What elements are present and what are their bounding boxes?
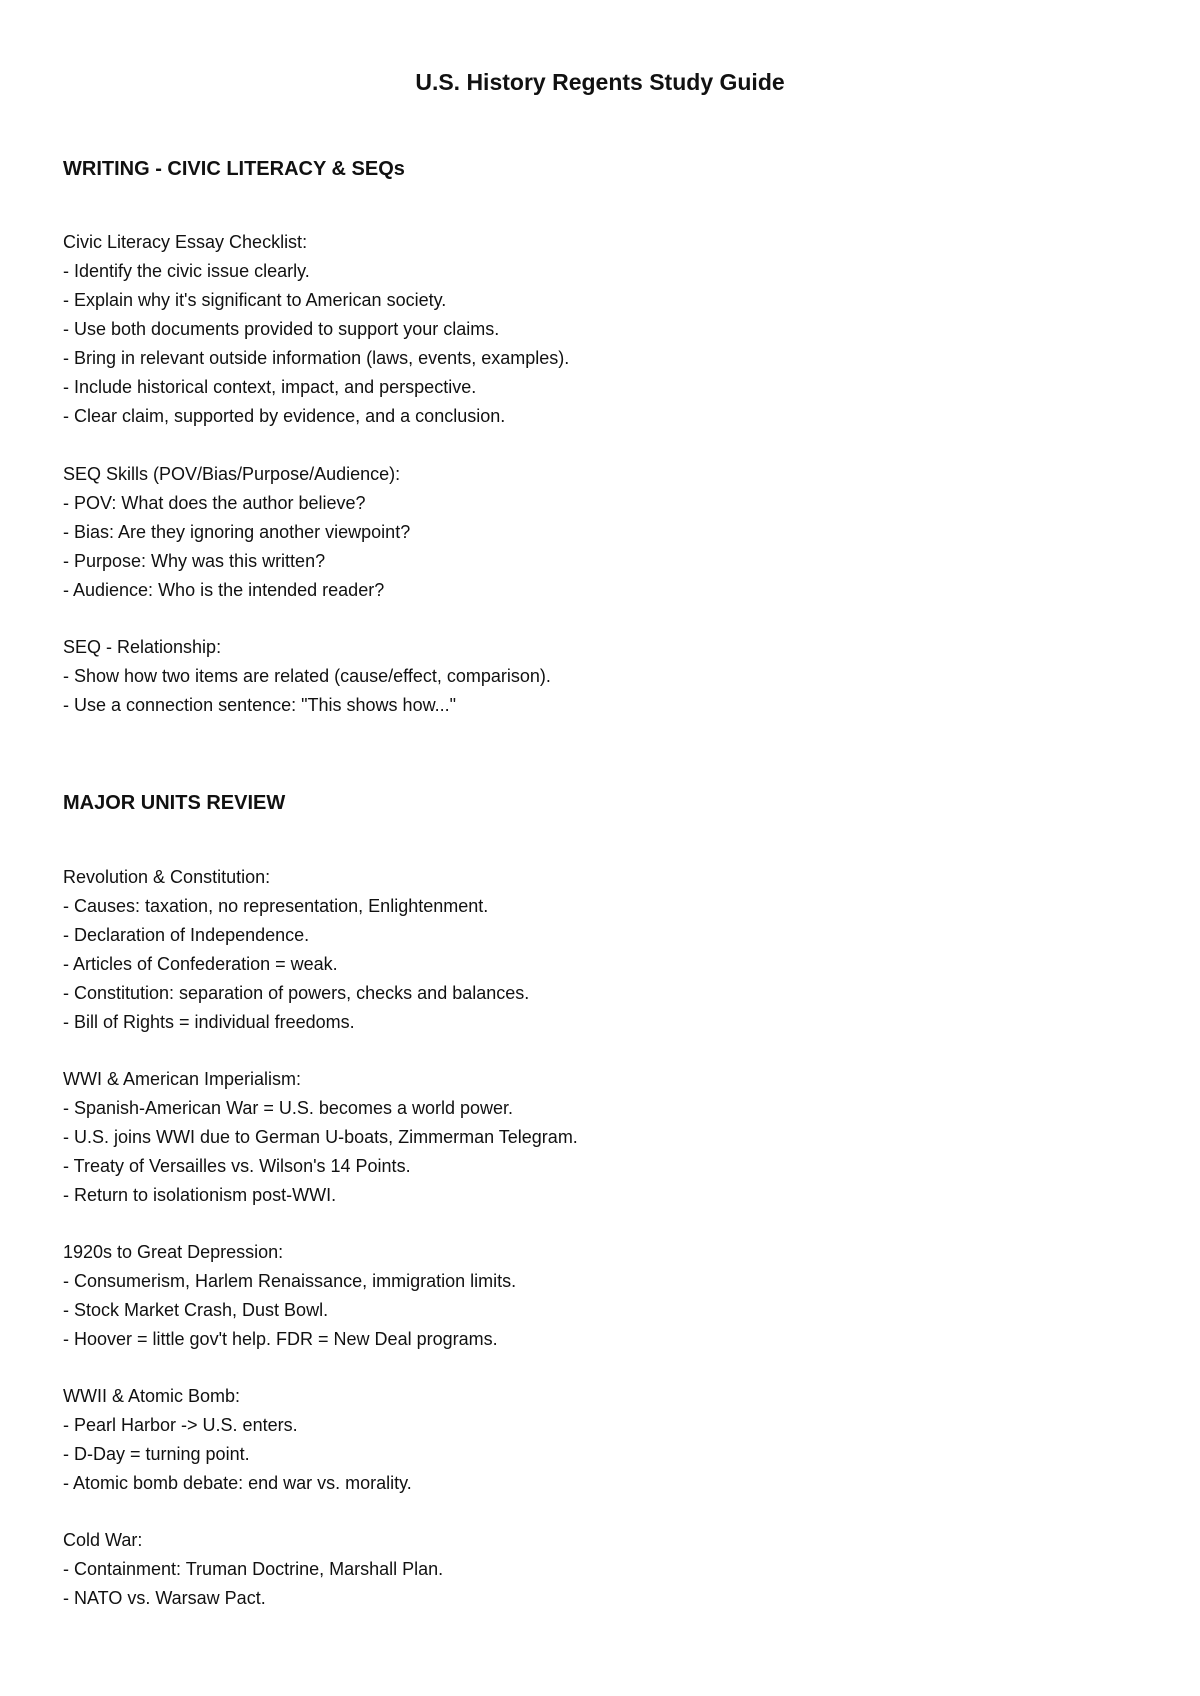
block-label: 1920s to Great Depression:: [63, 1242, 284, 1262]
list-item: - Explain why it's significant to American society.: [63, 290, 447, 310]
list-item: - Causes: taxation, no representation, Enlightenment.: [63, 896, 489, 916]
list-item: - Containment: Truman Doctrine, Marshall Plan.: [63, 1559, 444, 1579]
list-item: - Return to isolationism post-WWI.: [63, 1185, 337, 1205]
list-item: - Stock Market Crash, Dust Bowl.: [63, 1300, 329, 1320]
block-label: WWI & American Imperialism:: [63, 1069, 302, 1089]
list-item: - Identify the civic issue clearly.: [63, 261, 310, 281]
list-item: - U.S. joins WWI due to German U-boats, Zimmerman Telegram.: [63, 1127, 578, 1147]
cold-war: [63, 1526, 443, 1613]
list-item: - Clear claim, supported by evidence, and a conclusion.: [63, 406, 506, 426]
list-item: - Bias: Are they ignoring another viewpoint?: [63, 522, 411, 542]
list-item: - Audience: Who is the intended reader?: [63, 580, 385, 600]
list-item: - Atomic bomb debate: end war vs. morality.: [63, 1473, 412, 1493]
list-item: - Bill of Rights = individual freedoms.: [63, 1012, 355, 1032]
block-label: SEQ Skills (POV/Bias/Purpose/Audience):: [63, 464, 401, 484]
list-item: - Use both documents provided to support your claims.: [63, 319, 500, 339]
list-item: - Constitution: separation of powers, checks and balances.: [63, 983, 530, 1003]
wwii-atomic-bomb: [63, 1382, 412, 1498]
block-label: Civic Literacy Essay Checklist:: [63, 232, 308, 252]
list-item: - NATO vs. Warsaw Pact.: [63, 1588, 266, 1608]
section-heading-writing: WRITING - CIVIC LITERACY & SEQs: [63, 158, 405, 180]
section-heading-major-units: MAJOR UNITS REVIEW: [63, 792, 286, 814]
block-label: WWII & Atomic Bomb:: [63, 1386, 241, 1406]
list-item: - Articles of Confederation = weak.: [63, 954, 338, 974]
revolution-constitution: [63, 863, 529, 1037]
list-item: - D-Day = turning point.: [63, 1444, 250, 1464]
list-item: - Treaty of Versailles vs. Wilson's 14 Points.: [63, 1156, 411, 1176]
list-item: - Show how two items are related (cause/effect, comparison).: [63, 666, 551, 686]
block-label: SEQ - Relationship:: [63, 637, 222, 657]
block-label: Cold War:: [63, 1530, 143, 1550]
list-item: - Purpose: Why was this written?: [63, 551, 326, 571]
list-item: - Spanish-American War = U.S. becomes a world power.: [63, 1098, 514, 1118]
seq-relationship: [63, 633, 551, 720]
wwi-imperialism: [63, 1065, 578, 1210]
list-item: - Use a connection sentence: "This shows how...": [63, 695, 456, 715]
civic-literacy-checklist: [63, 228, 569, 431]
document-title: U.S. History Regents Study Guide: [415, 69, 785, 95]
list-item: - Declaration of Independence.: [63, 925, 310, 945]
seq-skills: [63, 460, 410, 605]
twenties-great-depression: [63, 1238, 516, 1354]
block-label: Revolution & Constitution:: [63, 867, 271, 887]
list-item: - POV: What does the author believe?: [63, 493, 366, 513]
list-item: - Bring in relevant outside information (laws, events, examples).: [63, 348, 570, 368]
list-item: - Pearl Harbor -> U.S. enters.: [63, 1415, 298, 1435]
list-item: - Include historical context, impact, and perspective.: [63, 377, 477, 397]
list-item: - Hoover = little gov't help. FDR = New Deal programs.: [63, 1329, 498, 1349]
list-item: - Consumerism, Harlem Renaissance, immigration limits.: [63, 1271, 517, 1291]
